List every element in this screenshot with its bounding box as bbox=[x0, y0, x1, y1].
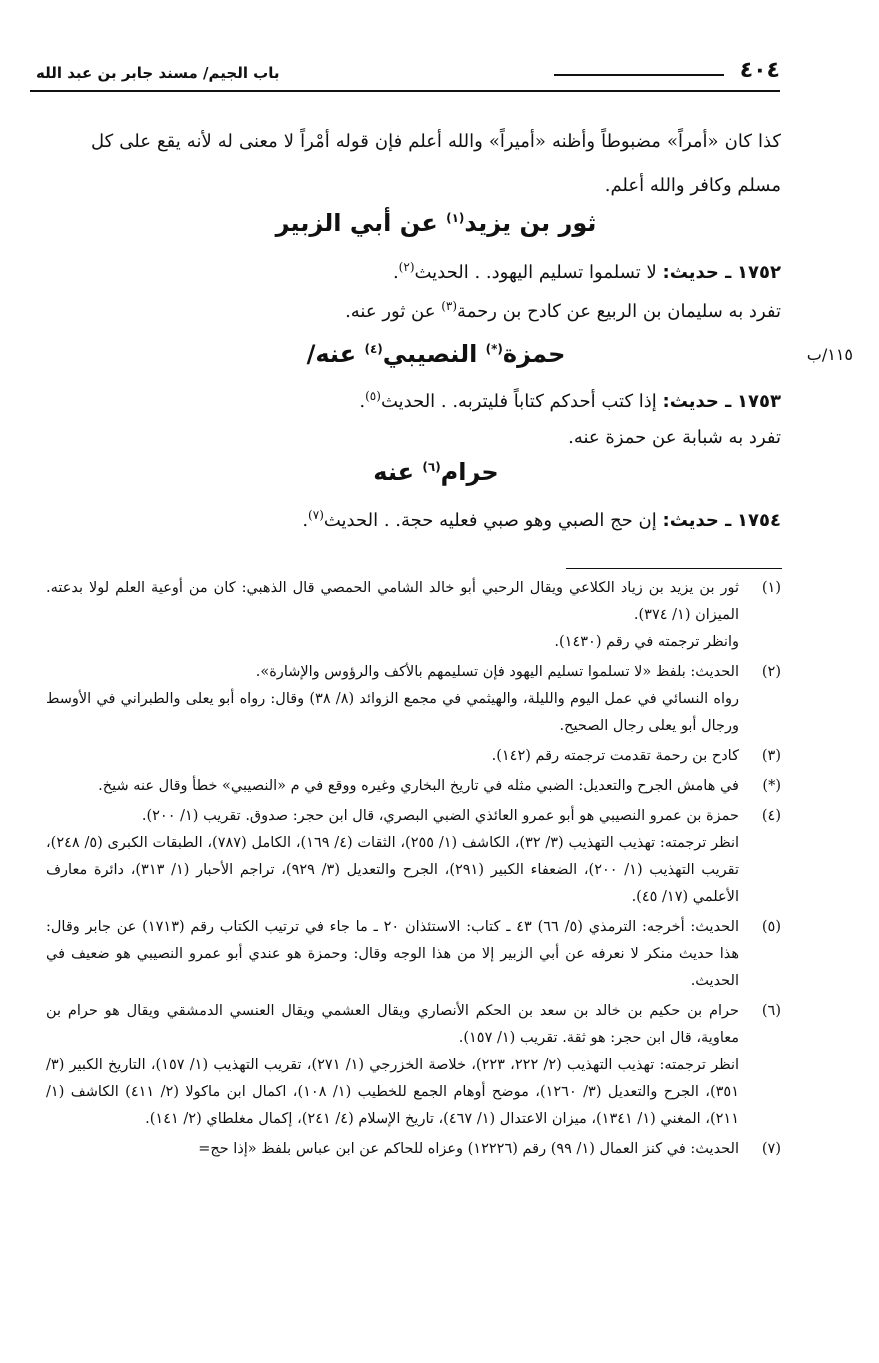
footnote bbox=[46, 803, 781, 911]
hadith-text: إن حج الصبي وهو صبي فعليه حجة. . الحديث bbox=[323, 510, 657, 531]
section-heading-hamza: حمزة(*) النصيبي$^{(٤)}$ عنه/ bbox=[306, 340, 566, 368]
header-rule bbox=[30, 90, 780, 92]
page-number: ٤٠٤ bbox=[739, 58, 780, 83]
footnote-text: ثور بن يزيد بن زياد الكلاعي ويقال الرحبي أبو خالد الشامي الحمصي قال الذهبي: كان من أوعية العلم لولا بدعته. الميزان (١/ ٣٧٤). bbox=[46, 580, 739, 623]
footnote-text: حمزة بن عمرو النصيبي هو أبو عمرو العائذي الضبي البصري، قال ابن حجر: صدوق. تقريب (١/ ٢٠٠). bbox=[141, 808, 739, 824]
footnote bbox=[46, 743, 781, 770]
hadith-entry: ١٧٥٢ ـ حديث: لا تسلموا تسليم اليهود. . الحديث$^{(٢)}$. bbox=[392, 260, 781, 283]
hadith-number: ١٧٥٢ bbox=[737, 262, 781, 283]
footnote bbox=[46, 773, 781, 800]
section-heading-thawr: ثور بن يزيد$^{(١)}$ عن أبي الزبير bbox=[275, 209, 597, 237]
hadith-label: ـ حديث: bbox=[662, 391, 732, 412]
footnote-marker: (٧) bbox=[761, 1141, 781, 1157]
hadith-entry: ١٧٥٣ ـ حديث: إذا كتب أحدكم كتاباً فليتربه. . الحديث$^{(٥)}$. bbox=[359, 389, 781, 412]
intro-paragraph: كذا كان «أمراً» مضبوطاً وأظنه «أميراً» والله أعلم فإن قوله أمْراً لا معنى له لأنه يقع على كل مسلم وكافر والله أعلم. bbox=[91, 131, 781, 196]
footnote-marker: (٢) bbox=[761, 664, 781, 680]
footnote-text: الحديث: في كنز العمال (١/ ٩٩) رقم (١٢٢٢٦) وعزاه للحاكم عن ابن عباس بلفظ «إذا حج= bbox=[198, 1141, 739, 1157]
transmission-note: تفرد به سليمان بن الربيع عن كادح بن رحمة$^{(٣)}$ عن ثور عنه. bbox=[345, 299, 781, 322]
footnote-text: الحديث: أخرجه: الترمذي (٥/ ٦٦) ٤٣ ـ كتاب: الاستئذان ٢٠ ـ ما جاء في ترتيب الكتاب رقم (١٧١٣) عن جابر وقال: هذا حديث منكر لا نعرفه عن أبي الزبير إلا من هذا الوجه وقال: وحمزة هو عندي أبو عمرو النصيبي هو ضعيف في الحديث. bbox=[46, 919, 739, 989]
hadith-number: ١٧٥٣ bbox=[737, 391, 781, 412]
hadith-text: لا تسلموا تسليم اليهود. . الحديث bbox=[414, 262, 657, 283]
footnote bbox=[46, 1136, 781, 1163]
transmission-note: تفرد به شبابة عن حمزة عنه. bbox=[568, 427, 781, 448]
footnote-marker: (٥) bbox=[761, 919, 781, 935]
footnote-text: انظر ترجمته: تهذيب التهذيب (٣/ ٣٢)، الكاشف (١/ ٢٥٥)، الثقات (٤/ ١٦٩)، الكامل (٧٨٧)، الطبقات الكبرى (٥/ ٢٤٨)، تقريب التهذيب (١/ ٢٠٠)، الضعفاء الكبير (٢٩١)، الجرح والتعديل (٣/ ٩٢٩)، تراجم الأحبار (١/ ٣١٣)، دائرة معارف الأعلمي (١٧/ ٤٥). bbox=[46, 835, 740, 905]
footnote-text: كادح بن رحمة تقدمت ترجمته رقم (١٤٢). bbox=[491, 748, 739, 764]
footnote-text: الحديث: بلفظ «لا تسلموا تسليم اليهود فإن تسليمهم بالأكف والرؤوس والإشارة». bbox=[255, 664, 739, 680]
footnote bbox=[46, 998, 781, 1133]
footnote-marker: (١) bbox=[761, 580, 781, 596]
footnote-marker: (*) bbox=[762, 778, 781, 794]
hadith-label: ـ حديث: bbox=[662, 262, 732, 283]
hadith-label: ـ حديث: bbox=[662, 510, 732, 531]
footnote-text: في هامش الجرح والتعديل: الضبي مثله في تاريخ البخاري وغيره ووقع في م «النصيبي» خطأ وقال عنه شيخ. bbox=[98, 778, 739, 794]
footnote bbox=[46, 575, 781, 656]
section-heading-haram: حرام$^{(٦)}$ عنه bbox=[373, 458, 499, 486]
running-head: باب الجيم/ مسند جابر بن عبد الله bbox=[36, 64, 280, 82]
footnotes bbox=[46, 575, 781, 1166]
footnote bbox=[46, 659, 781, 740]
footnote-text: رواه النسائي في عمل اليوم والليلة، والهيثمي في مجمع الزوائد (٨/ ٣٨) وقال: رواه أبو يعلى والطبراني في الأوسط ورجال أبو يعلى رجال الصحيح. bbox=[46, 691, 739, 734]
footnote-text: وانظر ترجمته في رقم (١٤٣٠). bbox=[554, 634, 739, 650]
footnote-separator bbox=[566, 568, 782, 569]
footnote-text: حرام بن حكيم بن خالد بن سعد بن الحكم الأنصاري ويقال العشمي ويقال العنسي الدمشقي ويقال هو حرام بن معاوية، قال ابن حجر: هو ثقة. تقريب (١/ ١٥٧). bbox=[46, 1003, 739, 1046]
hadith-number: ١٧٥٤ bbox=[737, 510, 781, 531]
page-header bbox=[30, 58, 780, 92]
footnote-text: انظر ترجمته: تهذيب التهذيب (٢/ ٢٢٢، ٢٢٣)، خلاصة الخزرجي (١/ ٢٧١)، تقريب التهذيب (١/ ١٥٧)، التاريخ الكبير (٣/ ٣٥١)، الجرح والتعديل (٣/ ١٢٦٠)، موضح أوهام الجمع للخطيب (١/ ١٠٨)، اكمال ابن ماكولا (٢/ ٤١١) الكاشف (١/ ٢١١)، المغني (١/ ١٣٤١)، ميزان الاعتدال (١/ ٤٦٧)، تاريخ الإسلام (٤/ ٢٤١)، إكمال مغلطاي (٢/ ١٤١). bbox=[46, 1057, 740, 1127]
margin-folio-note: ١١٥/ب bbox=[806, 345, 853, 364]
hadith-text: إذا كتب أحدكم كتاباً فليتربه. . الحديث bbox=[380, 391, 657, 412]
footnote-marker: (٤) bbox=[761, 808, 781, 824]
footnote-marker: (٣) bbox=[761, 748, 781, 764]
hadith-entry: ١٧٥٤ ـ حديث: إن حج الصبي وهو صبي فعليه حجة. . الحديث$^{(٧)}$. bbox=[302, 508, 781, 531]
header-dash bbox=[554, 74, 724, 76]
footnote-marker: (٦) bbox=[761, 1003, 781, 1019]
footnote bbox=[46, 914, 781, 995]
